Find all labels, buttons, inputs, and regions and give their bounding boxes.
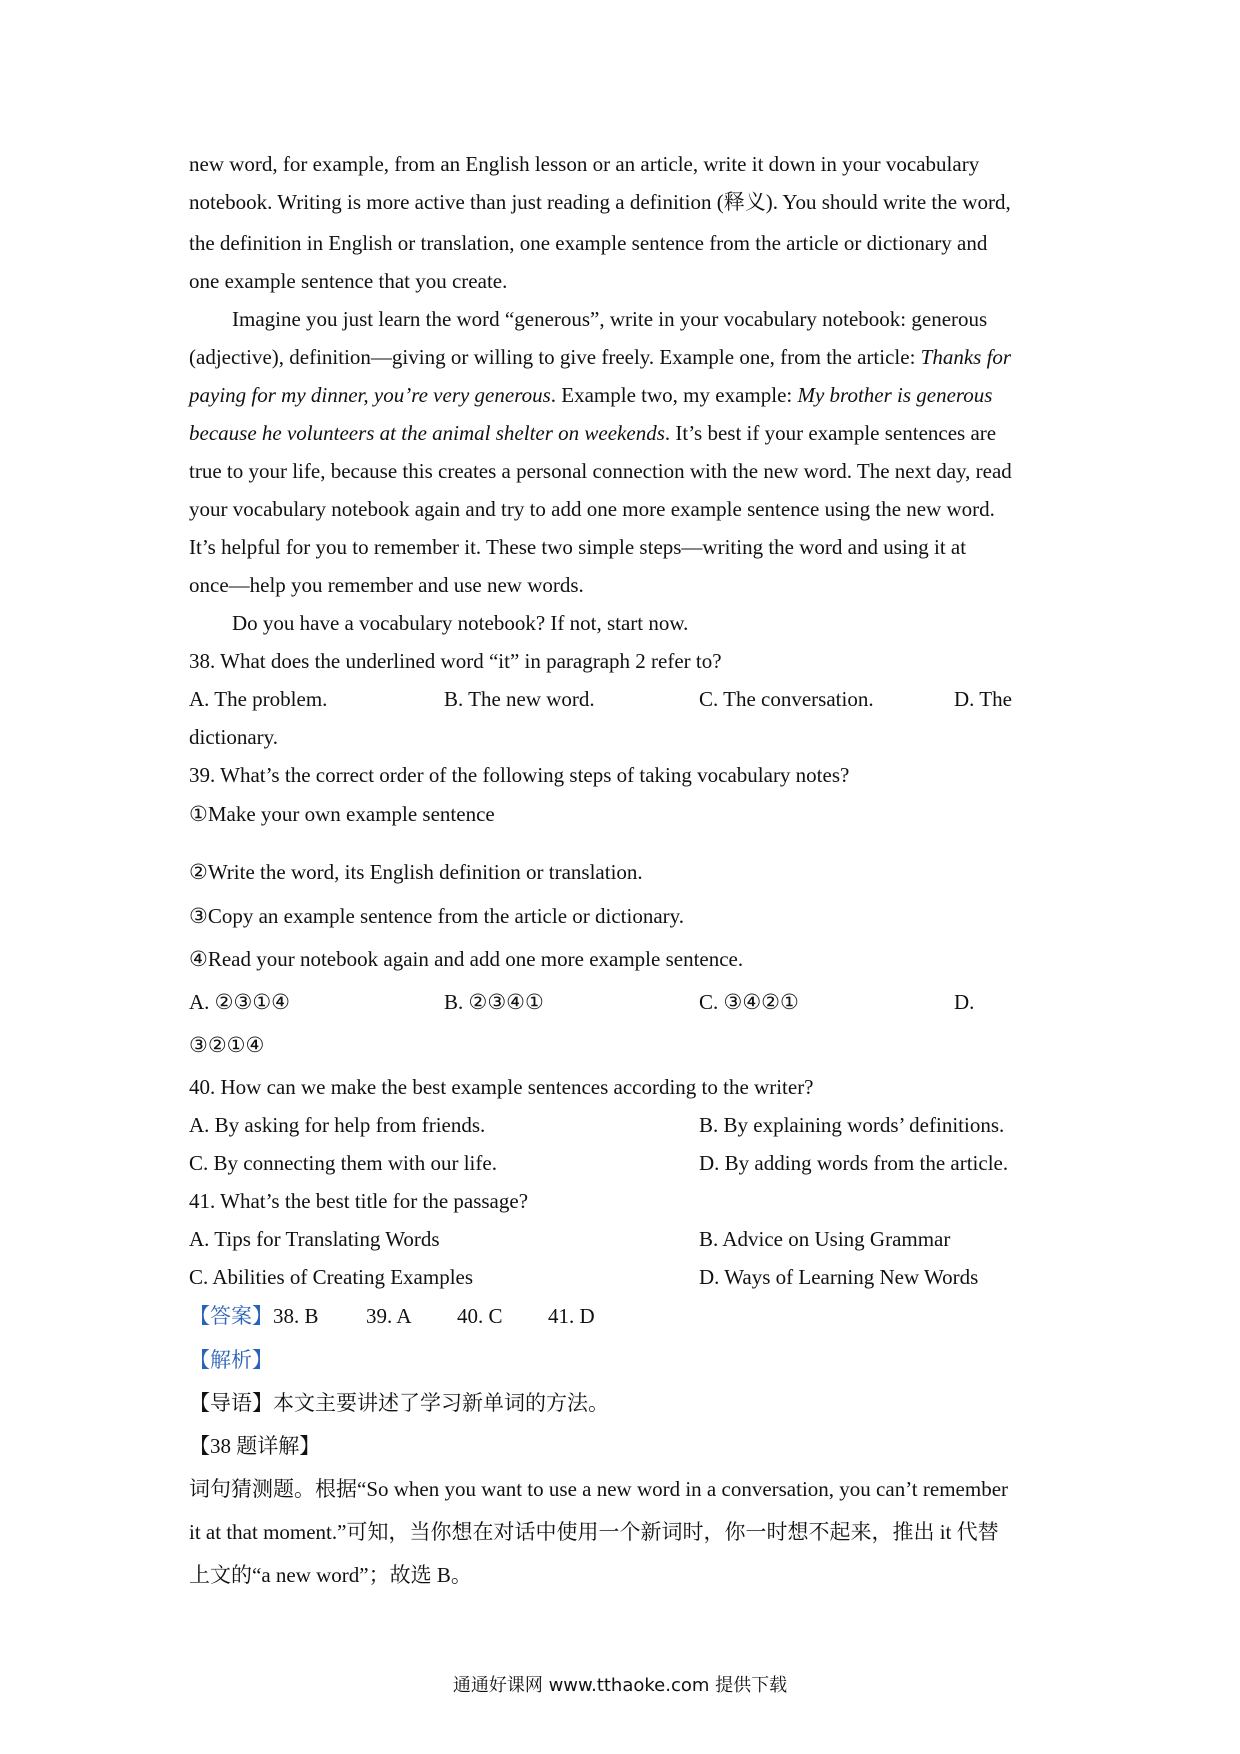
question-stem-41: 41. What’s the best title for the passage? [189,1189,529,1213]
passage-line: Imagine you just learn the word “generous”, write in your vocabulary notebook: generous [232,307,988,331]
step-1: ①Make your own example sentence [189,802,495,826]
passage-line [189,345,1011,369]
answer-39: 39. A [366,1304,412,1328]
passage-line [189,383,992,407]
example-sentence-italic: paying for my dinner, you’re very generous [189,383,551,407]
option-c[interactable]: C. ③④②① [699,990,799,1014]
option-b[interactable]: B. ②③④① [444,990,544,1014]
question-stem-40: 40. How can we make the best example sentences according to the writer? [189,1075,814,1099]
passage-line [189,421,996,445]
option-a[interactable]: A. Tips for Translating Words [189,1227,440,1251]
example-sentence-italic: My brother is generous [797,383,993,407]
option-c[interactable]: C. The conversation. [699,687,874,711]
option-d[interactable]: D. [954,990,975,1014]
page-footer: 通通好课网 www.tthaoke.com 提供下载 [452,1675,788,1696]
option-c[interactable]: C. Abilities of Creating Examples [189,1265,474,1289]
analysis-q38-text: it at that moment.”可知，当你想在对话中使用一个新词时，你一时想不起来，推出 it 代替 [189,1520,999,1544]
analysis-q38-text: 上文的“a new word”；故选 B。 [189,1563,472,1587]
analysis-label: 【解析】 [189,1348,273,1372]
analysis-q38-title: 【38 题详解】 [189,1434,321,1458]
answer-label: 【答案】 [189,1304,273,1328]
option-b[interactable]: B. By explaining words’ definitions. [699,1113,1005,1137]
passage-text: . It’s best if your example sentences are [664,421,997,445]
option-a[interactable]: A. The problem. [189,687,328,711]
answer-41: 41. D [548,1304,595,1328]
passage-line: Do you have a vocabulary notebook? If not, start now. [232,611,689,635]
passage-text: . Example two, my example: [550,383,798,407]
passage-line: one example sentence that you create. [189,269,508,293]
option-a[interactable]: A. ②③①④ [189,990,290,1014]
passage-line: new word, for example, from an English lesson or an article, write it down in your vocabulary [189,152,980,176]
passage-line: once—help you remember and use new words. [189,573,584,597]
step-2: ②Write the word, its English definition or translation. [189,860,643,884]
option-a[interactable]: A. By asking for help from friends. [189,1113,486,1137]
answer-40: 40. C [457,1304,503,1328]
question-stem-38: 38. What does the underlined word “it” in paragraph 2 refer to? [189,649,722,673]
passage-line: the definition in English or translation, one example sentence from the article or dictionary and [189,231,988,255]
option-d[interactable]: D. The [954,687,1012,711]
passage-line: notebook. Writing is more active than just reading a definition (释义). You should write the word, [189,190,1011,214]
option-d[interactable]: D. By adding words from the article. [699,1151,1009,1175]
answer-row [189,1304,1089,1328]
passage-text: (adjective), definition—giving or willing to give freely. Example one, from the article: [189,345,921,369]
example-sentence-italic: because he volunteers at the animal shelter on weekends [189,421,665,445]
passage-line: It’s helpful for you to remember it. These two simple steps—writing the word and using it at [189,535,967,559]
option-d-continued: dictionary. [189,725,279,749]
step-4: ④Read your notebook again and add one more example sentence. [189,947,744,971]
step-3: ③Copy an example sentence from the article or dictionary. [189,904,685,928]
analysis-q38-text: 词句猜测题。根据“So when you want to use a new word in a conversation, you can’t remember [189,1477,1009,1501]
option-d[interactable]: D. Ways of Learning New Words [699,1265,979,1289]
option-d-continued: ③②①④ [189,1033,265,1057]
answer-38: 38. B [273,1304,319,1328]
passage-line: your vocabulary notebook again and try to add one more example sentence using the new word. [189,497,995,521]
option-b[interactable]: B. Advice on Using Grammar [699,1227,951,1251]
question-stem-39: 39. What’s the correct order of the following steps of taking vocabulary notes? [189,763,850,787]
option-c[interactable]: C. By connecting them with our life. [189,1151,497,1175]
passage-line: true to your life, because this creates a personal connection with the new word. The next day, read [189,459,1012,483]
analysis-intro: 【导语】本文主要讲述了学习新单词的方法。 [189,1391,609,1415]
option-b[interactable]: B. The new word. [444,687,595,711]
example-sentence-italic: Thanks for [920,345,1012,369]
